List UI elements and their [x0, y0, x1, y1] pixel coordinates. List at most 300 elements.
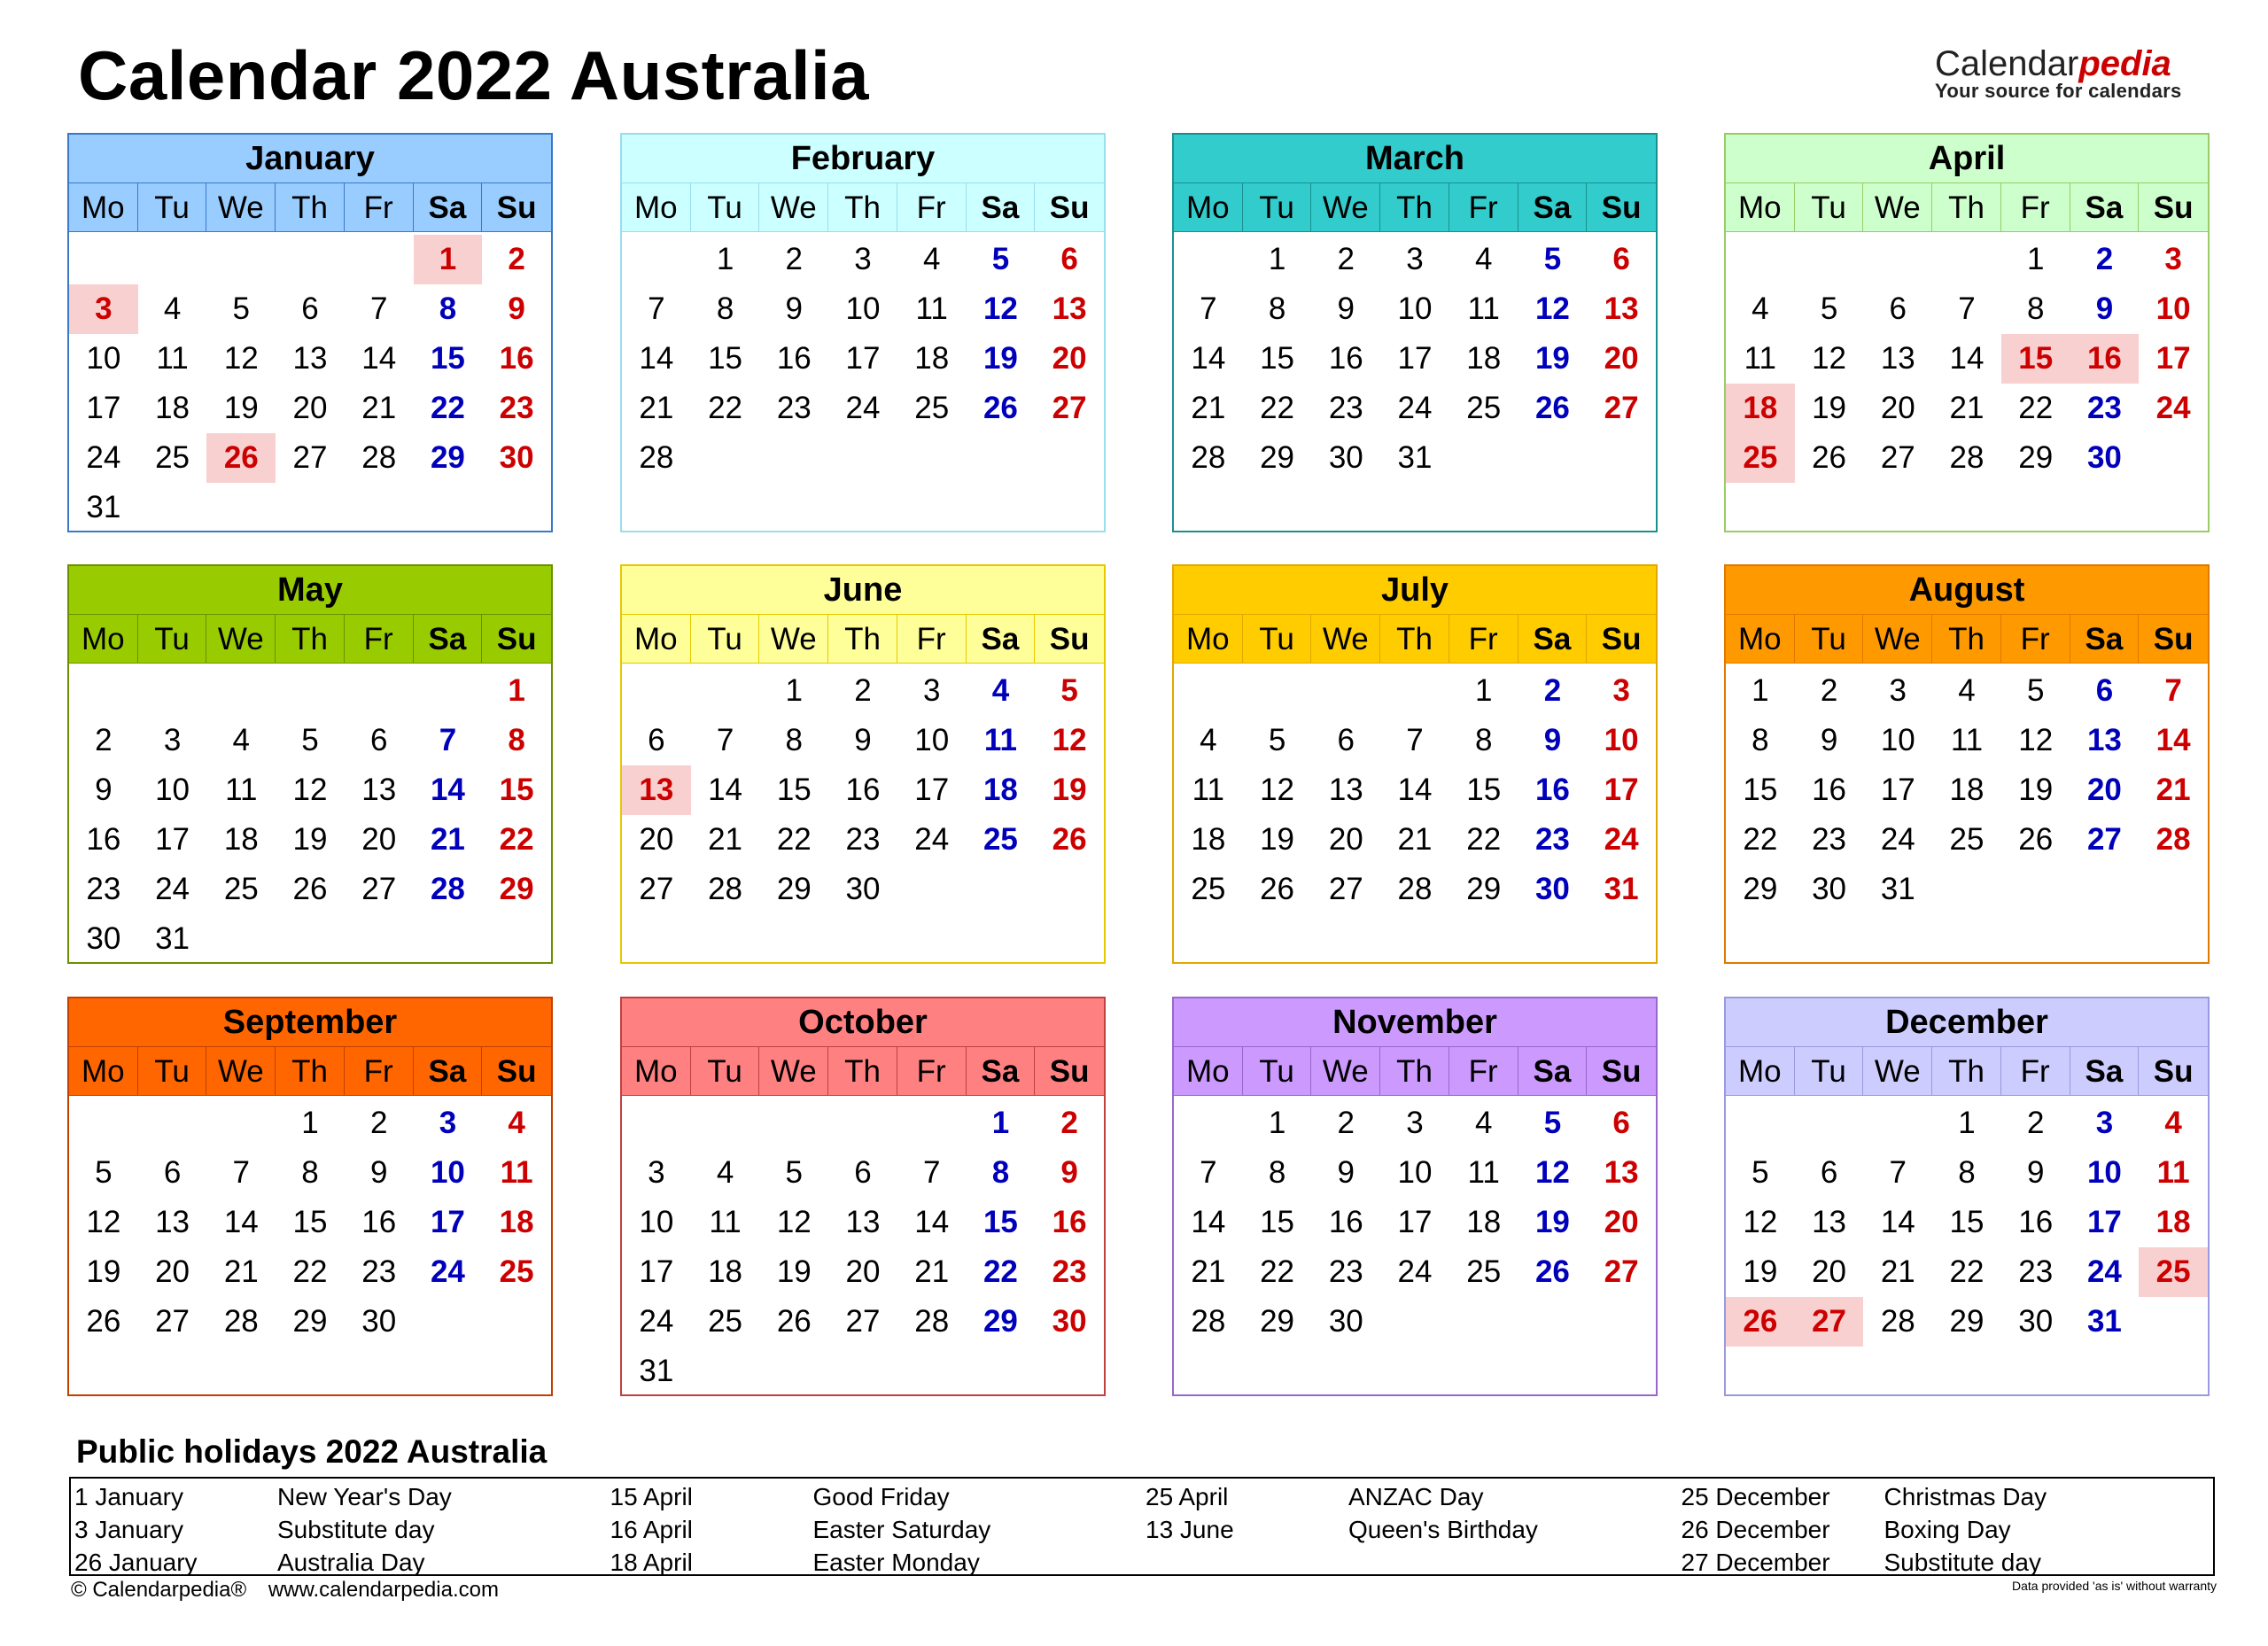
- holiday-date: 3 January: [74, 1516, 183, 1543]
- empty-cell: [759, 1099, 828, 1148]
- day-cell: 21: [223, 1254, 259, 1289]
- day-cell: 30: [2018, 1304, 2054, 1339]
- day-cell: 23: [2086, 391, 2122, 425]
- day-cell: 17: [845, 341, 881, 376]
- weekday-we: We: [206, 1047, 276, 1096]
- empty-cell: [206, 1099, 276, 1148]
- weekday-tu: Tu: [138, 183, 207, 232]
- day-cell: 21: [1191, 1254, 1226, 1289]
- weekday-tu: Tu: [1243, 615, 1312, 664]
- day-cell: 16: [1812, 773, 1847, 807]
- month-november: [1172, 997, 1658, 1396]
- day-cell: 8: [2026, 291, 2045, 326]
- weekday-header: [622, 1047, 1104, 1096]
- day-cell: 26: [983, 391, 1018, 425]
- day-cell: 14: [708, 773, 743, 807]
- day-cell: 11: [1467, 291, 1500, 326]
- day-cell: 22: [430, 391, 465, 425]
- month-september: [67, 997, 553, 1396]
- day-cell: 15: [292, 1205, 328, 1239]
- day-cell: 2: [369, 1106, 388, 1140]
- day-cell: 29: [983, 1304, 1018, 1339]
- day-cell: 30: [845, 872, 881, 906]
- day-cell: 29: [2018, 440, 2054, 475]
- day-cell: 30: [1534, 872, 1570, 906]
- day-cell: 12: [1052, 723, 1087, 757]
- empty-cell: [1863, 235, 1932, 284]
- day-cell: 22: [499, 822, 534, 857]
- day-cell: 15: [430, 341, 465, 376]
- empty-cell: [622, 1099, 691, 1148]
- month-name: November: [1174, 998, 1656, 1047]
- day-cell: 31: [86, 490, 121, 524]
- day-cell: 25: [1466, 1254, 1502, 1289]
- day-cell: 24: [1880, 822, 1915, 857]
- day-cell: 15: [499, 773, 534, 807]
- day-cell: 16: [1328, 1205, 1363, 1239]
- day-cell: 24: [1397, 391, 1433, 425]
- holiday-date: 26 December: [1681, 1516, 1830, 1543]
- day-cell: 4: [508, 1106, 525, 1140]
- weekday-su: Su: [2153, 190, 2194, 225]
- weekday-fr: Fr: [2001, 615, 2070, 664]
- empty-cell: [691, 666, 760, 716]
- day-cell: 15: [1466, 773, 1502, 807]
- day-cell: 29: [1466, 872, 1502, 906]
- day-cell: 11: [1467, 1155, 1500, 1190]
- day-cell: 19: [1260, 822, 1295, 857]
- brand-logo: [1935, 44, 2201, 101]
- day-cell: 25: [1949, 822, 1984, 857]
- day-cell: 16: [2018, 1205, 2054, 1239]
- day-cell: 7: [1958, 291, 1976, 326]
- holiday-row: [71, 1546, 607, 1579]
- day-cell: 7: [1889, 1155, 1907, 1190]
- days-grid: [622, 664, 1104, 914]
- day-cell: 15: [1743, 773, 1778, 807]
- weekday-th: Th: [1380, 615, 1449, 664]
- day-cell: 22: [2018, 391, 2054, 425]
- day-cell: 30: [2086, 440, 2122, 475]
- day-cell: 16: [1052, 1205, 1087, 1239]
- day-cell: 26: [1052, 822, 1087, 857]
- empty-cell: [69, 235, 138, 284]
- day-cell: 17: [1397, 341, 1433, 376]
- day-cell: 20: [2086, 773, 2122, 807]
- holiday-date: 18 April: [610, 1549, 693, 1576]
- day-cell: 12: [86, 1205, 121, 1239]
- weekday-th: Th: [828, 615, 897, 664]
- weekday-fr: Fr: [2001, 1047, 2070, 1096]
- day-cell: 11: [2156, 1155, 2190, 1190]
- empty-cell: [1243, 666, 1312, 716]
- weekday-su: Su: [496, 190, 537, 225]
- holiday-row: [71, 1513, 607, 1546]
- day-cell: 12: [292, 773, 328, 807]
- holiday-day-cell: 26: [206, 433, 276, 483]
- day-cell: 3: [922, 673, 941, 708]
- day-cell: 18: [1949, 773, 1984, 807]
- day-cell: 22: [1260, 1254, 1295, 1289]
- weekday-sa: Sa: [967, 615, 1036, 664]
- day-cell: 12: [2018, 723, 2054, 757]
- day-cell: 31: [1397, 440, 1433, 475]
- weekday-sa: Sa: [2070, 1047, 2140, 1096]
- days-grid: [622, 232, 1104, 483]
- day-cell: 20: [1604, 1205, 1639, 1239]
- weekday-we: We: [759, 615, 828, 664]
- day-cell: 14: [430, 773, 465, 807]
- day-cell: 27: [639, 872, 674, 906]
- day-cell: 14: [1191, 1205, 1226, 1239]
- day-cell: 25: [155, 440, 190, 475]
- disclaimer-text: Data provided 'as is' without warranty: [2011, 1579, 2217, 1593]
- day-cell: 1: [716, 242, 734, 276]
- day-cell: 19: [1534, 1205, 1570, 1239]
- day-cell: 20: [361, 822, 397, 857]
- weekday-header: [69, 615, 551, 664]
- empty-cell: [69, 1099, 138, 1148]
- day-cell: 18: [983, 773, 1018, 807]
- day-cell: 6: [369, 723, 388, 757]
- day-cell: 29: [776, 872, 812, 906]
- day-cell: 5: [232, 291, 251, 326]
- day-cell: 1: [1958, 1106, 1976, 1140]
- empty-cell: [276, 235, 345, 284]
- day-cell: 19: [86, 1254, 121, 1289]
- day-cell: 4: [163, 291, 182, 326]
- day-cell: 23: [1052, 1254, 1087, 1289]
- day-cell: 29: [499, 872, 534, 906]
- day-cell: 27: [1052, 391, 1087, 425]
- day-cell: 12: [1534, 291, 1570, 326]
- day-cell: 28: [914, 1304, 950, 1339]
- day-cell: 18: [2155, 1205, 2191, 1239]
- day-cell: 10: [430, 1155, 465, 1190]
- day-cell: 17: [2155, 341, 2191, 376]
- day-cell: 3: [1612, 673, 1630, 708]
- day-cell: 4: [922, 242, 941, 276]
- day-cell: 17: [1604, 773, 1639, 807]
- empty-cell: [622, 666, 691, 716]
- day-cell: 15: [708, 341, 743, 376]
- day-cell: 11: [156, 341, 189, 376]
- day-cell: 30: [1052, 1304, 1087, 1339]
- weekday-fr: Fr: [345, 183, 414, 232]
- weekday-fr: Fr: [345, 1047, 414, 1096]
- day-cell: 20: [292, 391, 328, 425]
- day-cell: 2: [1820, 673, 1838, 708]
- weekday-header: [1174, 183, 1656, 232]
- day-cell: 22: [708, 391, 743, 425]
- holiday-day-cell: 3: [69, 284, 138, 334]
- day-cell: 6: [854, 1155, 872, 1190]
- day-cell: 9: [1820, 723, 1838, 757]
- day-cell: 23: [1328, 391, 1363, 425]
- day-cell: 14: [1949, 341, 1984, 376]
- weekday-sa: Sa: [2070, 615, 2140, 664]
- day-cell: 21: [430, 822, 465, 857]
- day-cell: 28: [2155, 822, 2191, 857]
- day-cell: 9: [1060, 1155, 1078, 1190]
- day-cell: 31: [639, 1354, 674, 1388]
- day-cell: 25: [499, 1254, 534, 1289]
- holiday-name: Boxing Day: [1884, 1516, 2011, 1543]
- day-cell: 11: [500, 1155, 533, 1190]
- holiday-name: Substitute day: [277, 1516, 435, 1543]
- day-cell: 24: [2086, 1254, 2122, 1289]
- empty-cell: [622, 235, 691, 284]
- day-cell: 29: [1260, 440, 1295, 475]
- day-cell: 28: [1949, 440, 1984, 475]
- day-cell: 5: [1060, 673, 1078, 708]
- day-cell: 14: [1397, 773, 1433, 807]
- holiday-name: Easter Monday: [812, 1549, 980, 1576]
- day-cell: 26: [292, 872, 328, 906]
- weekday-we: We: [1311, 615, 1380, 664]
- day-cell: 17: [430, 1205, 465, 1239]
- empty-cell: [138, 666, 207, 716]
- day-cell: 3: [1406, 1106, 1424, 1140]
- day-cell: 16: [845, 773, 881, 807]
- day-cell: 23: [1812, 822, 1847, 857]
- day-cell: 22: [776, 822, 812, 857]
- day-cell: 30: [1812, 872, 1847, 906]
- weekday-su: Su: [1601, 190, 1642, 225]
- weekday-we: We: [1311, 183, 1380, 232]
- holiday-day-cell: 18: [1726, 384, 1795, 433]
- day-cell: 7: [369, 291, 388, 326]
- holiday-day-cell: 25: [2139, 1247, 2208, 1297]
- day-cell: 27: [1604, 391, 1639, 425]
- day-cell: 11: [983, 723, 1017, 757]
- day-cell: 26: [1812, 440, 1847, 475]
- weekday-mo: Mo: [622, 183, 691, 232]
- weekday-su: Su: [1601, 1054, 1642, 1089]
- day-cell: 5: [1820, 291, 1838, 326]
- day-cell: 23: [361, 1254, 397, 1289]
- days-grid: [1726, 1096, 2208, 1347]
- day-cell: 29: [1743, 872, 1778, 906]
- month-name: August: [1726, 566, 2208, 615]
- day-cell: 27: [292, 440, 328, 475]
- weekday-mo: Mo: [1174, 615, 1243, 664]
- weekday-sa: Sa: [1518, 183, 1588, 232]
- day-cell: 10: [1397, 291, 1433, 326]
- day-cell: 9: [2026, 1155, 2045, 1190]
- month-august: [1724, 564, 2210, 964]
- website-link[interactable]: www.calendarpedia.com: [268, 1578, 499, 1602]
- holiday-row: [1678, 1546, 2214, 1579]
- day-cell: 5: [785, 1155, 804, 1190]
- day-cell: 10: [2086, 1155, 2122, 1190]
- day-cell: 7: [648, 291, 665, 326]
- day-cell: 28: [361, 440, 397, 475]
- weekday-sa: Sa: [414, 183, 483, 232]
- day-cell: 16: [1328, 341, 1363, 376]
- empty-cell: [1726, 235, 1795, 284]
- day-cell: 24: [914, 822, 950, 857]
- day-cell: 8: [991, 1155, 1010, 1190]
- day-cell: 7: [1200, 291, 1217, 326]
- day-cell: 9: [95, 773, 113, 807]
- holiday-row: [1142, 1480, 1678, 1513]
- weekday-we: We: [759, 183, 828, 232]
- month-name: March: [1174, 135, 1656, 183]
- weekday-tu: Tu: [1795, 1047, 1864, 1096]
- day-cell: 5: [95, 1155, 113, 1190]
- day-cell: 24: [155, 872, 190, 906]
- weekday-su: Su: [1049, 622, 1090, 656]
- day-cell: 2: [1337, 242, 1355, 276]
- weekday-we: We: [1863, 615, 1932, 664]
- day-cell: 11: [1192, 773, 1225, 807]
- empty-cell: [206, 235, 276, 284]
- day-cell: 6: [1060, 242, 1078, 276]
- day-cell: 11: [915, 291, 948, 326]
- day-cell: 11: [225, 773, 258, 807]
- weekday-sa: Sa: [967, 1047, 1036, 1096]
- weekday-we: We: [1863, 183, 1932, 232]
- weekday-fr: Fr: [1449, 1047, 1518, 1096]
- day-cell: 5: [991, 242, 1010, 276]
- day-cell: 23: [845, 822, 881, 857]
- day-cell: 28: [1880, 1304, 1915, 1339]
- weekday-we: We: [1311, 1047, 1380, 1096]
- weekday-sa: Sa: [2070, 183, 2140, 232]
- holiday-date: 27 December: [1681, 1549, 1830, 1576]
- weekday-mo: Mo: [622, 615, 691, 664]
- day-cell: 9: [508, 291, 525, 326]
- day-cell: 2: [2026, 1106, 2045, 1140]
- day-cell: 23: [1534, 822, 1570, 857]
- day-cell: 4: [1751, 291, 1769, 326]
- day-cell: 22: [1743, 822, 1778, 857]
- day-cell: 6: [1337, 723, 1355, 757]
- day-cell: 6: [1612, 242, 1630, 276]
- day-cell: 17: [914, 773, 950, 807]
- day-cell: 28: [1191, 440, 1226, 475]
- holidays-title: Public holidays 2022 Australia: [76, 1433, 548, 1470]
- month-december: [1724, 997, 2210, 1396]
- empty-cell: [345, 235, 414, 284]
- days-grid: [1174, 232, 1656, 483]
- day-cell: 13: [155, 1205, 190, 1239]
- holiday-date: 13 June: [1146, 1516, 1234, 1543]
- day-cell: 21: [2155, 773, 2191, 807]
- day-cell: 30: [361, 1304, 397, 1339]
- day-cell: 2: [1543, 673, 1562, 708]
- days-grid: [69, 1096, 551, 1347]
- day-cell: 12: [983, 291, 1018, 326]
- day-cell: 17: [155, 822, 190, 857]
- weekday-we: We: [759, 1047, 828, 1096]
- day-cell: 27: [155, 1304, 190, 1339]
- holidays-column: [71, 1479, 607, 1579]
- day-cell: 21: [708, 822, 743, 857]
- day-cell: 12: [776, 1205, 812, 1239]
- month-march: [1172, 133, 1658, 532]
- holidays-column: [607, 1479, 1143, 1579]
- days-grid: [69, 232, 551, 532]
- day-cell: 18: [708, 1254, 743, 1289]
- day-cell: 8: [716, 291, 734, 326]
- holiday-name: Christmas Day: [1884, 1483, 2047, 1510]
- empty-cell: [1795, 1099, 1864, 1148]
- day-cell: 7: [1200, 1155, 1217, 1190]
- day-cell: 14: [223, 1205, 259, 1239]
- day-cell: 20: [1328, 822, 1363, 857]
- holiday-date: 26 January: [74, 1549, 198, 1576]
- day-cell: 8: [1958, 1155, 1976, 1190]
- day-cell: 21: [639, 391, 674, 425]
- day-cell: 16: [361, 1205, 397, 1239]
- day-cell: 15: [1260, 1205, 1295, 1239]
- day-cell: 19: [1743, 1254, 1778, 1289]
- day-cell: 10: [1880, 723, 1915, 757]
- weekday-header: [1726, 1047, 2208, 1096]
- holiday-row: [607, 1480, 1143, 1513]
- weekday-fr: Fr: [897, 183, 967, 232]
- day-cell: 6: [648, 723, 665, 757]
- weekday-sa: Sa: [414, 615, 483, 664]
- holiday-day-cell: 16: [2070, 334, 2140, 384]
- day-cell: 30: [499, 440, 534, 475]
- holiday-day-cell: 25: [1726, 433, 1795, 483]
- month-name: January: [69, 135, 551, 183]
- weekday-we: We: [1863, 1047, 1932, 1096]
- day-cell: 20: [1604, 341, 1639, 376]
- holiday-row: [1142, 1513, 1678, 1546]
- day-cell: 25: [1466, 391, 1502, 425]
- day-cell: 18: [155, 391, 190, 425]
- day-cell: 4: [232, 723, 251, 757]
- weekday-tu: Tu: [1243, 183, 1312, 232]
- day-cell: 20: [639, 822, 674, 857]
- day-cell: 31: [1604, 872, 1639, 906]
- day-cell: 4: [1474, 1106, 1493, 1140]
- weekday-su: Su: [2153, 622, 2194, 656]
- day-cell: 27: [1328, 872, 1363, 906]
- holiday-row: [1678, 1480, 2214, 1513]
- day-cell: 14: [361, 341, 397, 376]
- days-grid: [1174, 1096, 1656, 1347]
- day-cell: 5: [1268, 723, 1286, 757]
- holiday-row: [607, 1546, 1143, 1579]
- day-cell: 25: [1191, 872, 1226, 906]
- weekday-th: Th: [1932, 615, 2001, 664]
- holiday-date: 1 January: [74, 1483, 183, 1510]
- empty-cell: [138, 1099, 207, 1148]
- holiday-name: Easter Saturday: [812, 1516, 991, 1543]
- day-cell: 21: [1880, 1254, 1915, 1289]
- day-cell: 10: [1604, 723, 1639, 757]
- day-cell: 8: [301, 1155, 319, 1190]
- day-cell: 10: [845, 291, 881, 326]
- day-cell: 2: [1060, 1106, 1078, 1140]
- empty-cell: [1863, 1099, 1932, 1148]
- day-cell: 8: [1751, 723, 1769, 757]
- month-may: [67, 564, 553, 964]
- day-cell: 6: [163, 1155, 182, 1190]
- brand-name: Calendarpedia: [1935, 44, 2171, 83]
- weekday-we: We: [206, 183, 276, 232]
- month-october: [620, 997, 1106, 1396]
- holidays-column: [1142, 1479, 1678, 1579]
- day-cell: 9: [1337, 291, 1355, 326]
- day-cell: 9: [2095, 291, 2114, 326]
- weekday-su: Su: [1049, 1054, 1090, 1089]
